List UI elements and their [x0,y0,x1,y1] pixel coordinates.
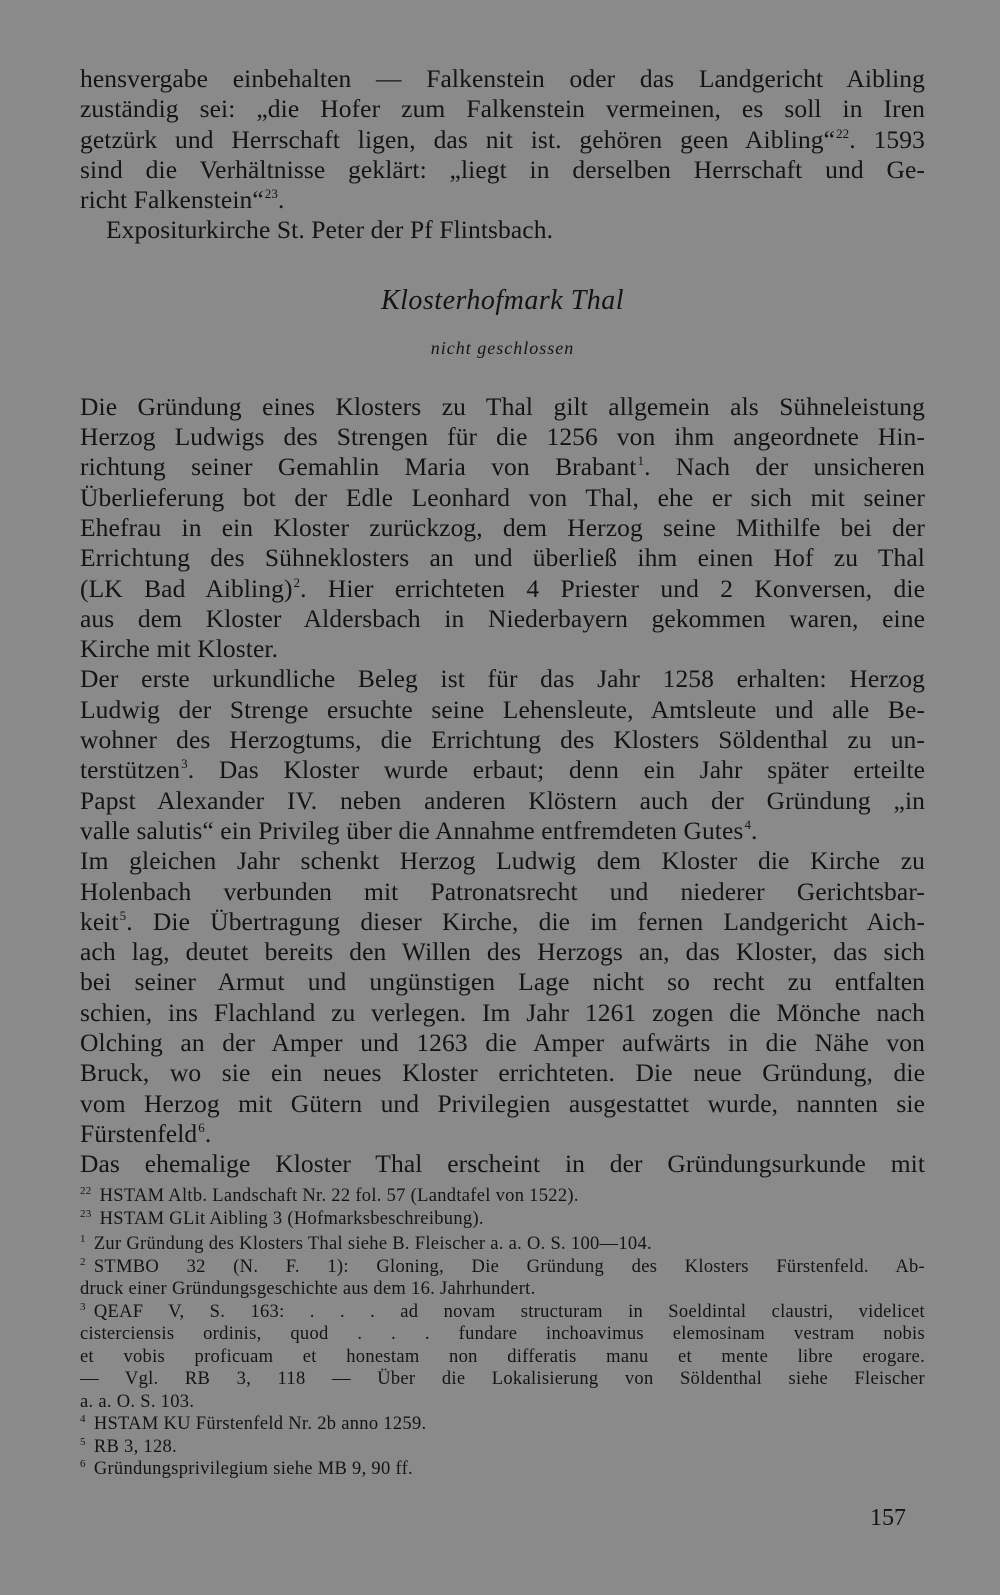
footnote-continuation: — Vgl. RB 3, 118 — Über die Lokalisierung von Söldenthal siehe Fleischer [80,1369,925,1389]
text-line: Fürstenfeld$^6$. [80,1118,212,1148]
text-line: richt Falkenstein“$^{23}$. [80,185,285,215]
footnote: $^3$ QEAF V, S. 163: . . . ad novam structuram in Soeldintal claustri, videlicet [80,1300,925,1322]
footnote-ref: 5 [119,907,127,923]
page-number: 157 [870,1505,906,1531]
footnote: $^1$ Zur Gründung des Klosters Thal siehe B. Fleischer a. a. O. S. 100—104. [80,1233,652,1254]
text-line: Olching an der Amper und 1263 die Amper aufwärts in die Nähe von [80,1028,925,1058]
text-line: Bruck, wo sie ein neues Kloster errichteten. Die neue Gründung, die [80,1058,925,1088]
footnotes-block [80,1185,925,1481]
text-line: keit$^5$. Die Übertragung dieser Kirche, die im fernen Landgericht Aich- [80,906,925,936]
text-line: Im gleichen Jahr schenkt Herzog Ludwig dem Kloster die Kirche zu [80,846,925,876]
text-line: Kirche mit Kloster. [80,634,279,664]
section-subheading: nicht geschlossen [430,337,575,358]
text-line: valle salutis“ ein Privileg über die Annahme entfremdeten Gutes$^4$. [80,815,758,845]
text-line: richtung seiner Gemahlin Maria von Brabant$^1$. Nach der unsicheren [80,452,925,482]
footnote-ref: 3 [181,756,188,772]
text-line: Papst Alexander IV. neben anderen Klöstern auch der Gründung „in [80,785,925,815]
main-text-block [80,64,925,1180]
footnote-ref: 2 [293,574,301,590]
text-line: sind die Verhältnisse geklärt: „liegt in derselben Herrschaft und Ge- [80,154,925,184]
text-line: terstützen$^3$. Das Kloster wurde erbaut; denn ein Jahr später erteilte [80,755,925,785]
text-line: zuständig sei: „die Hofer zum Falkenstein vermeinen, es soll in Iren [80,94,925,124]
section-heading: Klosterhofmark Thal [380,284,625,316]
text-line: Herzog Ludwigs des Strengen für die 1256 von ihm angeordnete Hin- [80,422,925,452]
text-line: getzürk und Herrschaft ligen, das nit ist. gehören geen Aibling“$^{22}$. 1593 [80,124,925,154]
footnote: $^4$ HSTAM KU Fürstenfeld Nr. 2b anno 1259. [80,1413,427,1434]
footnote-continuation: cisterciensis ordinis, quod . . . fundare inchoavimus elemosinam vestram nobis [80,1324,925,1344]
footnote-ref: 22 [836,125,850,141]
text-line: Holenbach verbunden mit Patronatsrecht und niederer Gerichtsbar- [80,876,925,906]
text-line: Expositurkirche St. Peter der Pf Flintsbach. [106,215,554,245]
text-line: Ehefrau in ein Kloster zurückzog, dem Herzog seine Mithilfe bei der [80,512,925,542]
text-line: Das ehemalige Kloster Thal erscheint in der Gründungsurkunde mit [80,1149,925,1179]
text-line: wohner des Herzogtums, die Errichtung des Klosters Söldenthal zu un- [80,725,925,755]
text-line: hensvergabe einbehalten — Falkenstein oder das Landgericht Aibling [80,64,925,93]
text-line: Ludwig der Strenge ersuchte seine Lehensleute, Amtsleute und alle Be- [80,694,925,724]
text-line: Die Gründung eines Klosters zu Thal gilt allgemein als Sühneleistung [80,391,925,421]
footnote-ref: 4 [744,816,752,832]
footnote-continuation: druck einer Gründungsgeschichte aus dem 16. Jahrhundert. [80,1279,536,1299]
footnote: $^{23}$ HSTAM GLit Aibling 3 (Hofmarksbeschreibung). [80,1207,484,1229]
footnote-continuation: et vobis proficuam et honestam non differatis manu et mente libre erogare. [80,1346,925,1367]
footnote-continuation: a. a. O. S. 103. [80,1391,195,1412]
footnote-ref: 6 [198,1119,205,1135]
footnote: $^2$ STMBO 32 (N. F. 1): Gloning, Die Gründung des Klosters Fürstenfeld. Ab- [80,1255,925,1277]
footnote: $^5$ RB 3, 128. [80,1435,177,1457]
footnote-ref: 1 [637,453,645,469]
text-line: vom Herzog mit Gütern und Privilegien ausgestattet wurde, nannten sie [80,1088,925,1118]
text-line: aus dem Kloster Aldersbach in Niederbayern gekommen waren, eine [80,603,925,633]
text-line: Errichtung des Sühneklosters an und überließ ihm einen Hof zu Thal [80,543,925,573]
text-line: schien, ins Flachland zu verlegen. Im Jahr 1261 zogen die Mönche nach [80,997,925,1027]
footnote: $^{22}$ HSTAM Altb. Landschaft Nr. 22 fol. 57 (Landtafel von 1522). [80,1185,579,1206]
text-line: bei seiner Armut und ungünstigen Lage nicht so recht zu entfalten [80,967,925,997]
text-line: (LK Bad Aibling)$^2$. Hier errichteten 4 Priester und 2 Konversen, die [80,573,925,603]
footnote: $^6$ Gründungsprivilegium siehe MB 9, 90 ff. [80,1458,413,1479]
footnote-ref: 23 [264,186,278,202]
text-line: Überlieferung bot der Edle Leonhard von Thal, ehe er sich mit seiner [80,482,925,512]
text-line: Der erste urkundliche Beleg ist für das Jahr 1258 erhalten: Herzog [80,664,925,694]
text-line: ach lag, deutet bereits den Willen des Herzogs an, das Kloster, das sich [80,937,925,967]
